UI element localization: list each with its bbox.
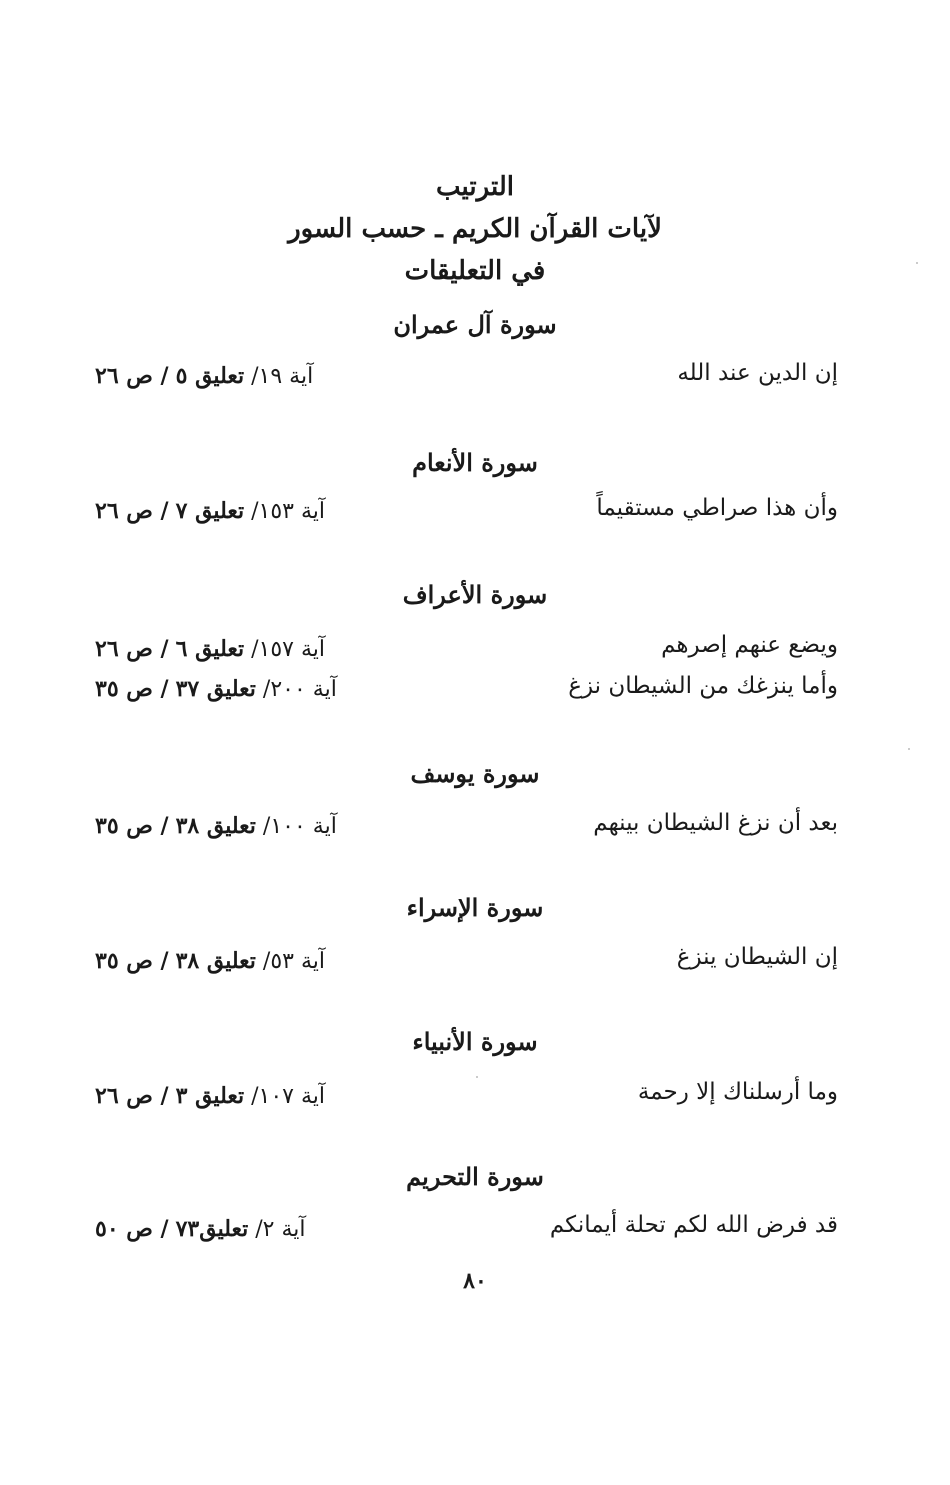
- page-subtitle-2: في التعليقات: [404, 256, 546, 286]
- scan-speck: [916, 262, 918, 264]
- verse-reference: [95, 676, 395, 702]
- verse-text: قد فرض الله لكم تحلة أيمانكم: [549, 1212, 838, 1238]
- ayah-number: آية ٥٣/: [262, 949, 325, 974]
- verse-reference: [95, 813, 395, 839]
- verse-reference: [95, 1216, 395, 1242]
- verse-text: إن الدين عند الله: [677, 360, 838, 386]
- note-number: تعليق ٣٧: [175, 676, 256, 702]
- scan-speck: [908, 748, 910, 750]
- page-reference: / ص ٣٥: [95, 813, 169, 839]
- verse-text: ويضع عنهم إصرهم: [661, 632, 838, 658]
- verse-reference: [95, 636, 395, 662]
- verse-reference: [95, 363, 395, 389]
- ayah-number: آية ٢/: [255, 1217, 306, 1242]
- verse-text: وما أرسلناك إلا رحمة: [637, 1079, 838, 1105]
- note-number: تعليق ٣: [175, 1083, 245, 1109]
- surah-heading: سورة آل عمران: [393, 310, 557, 339]
- page-title: الترتيب: [436, 172, 514, 202]
- ayah-number: آية ١٥٧/: [251, 637, 325, 662]
- verse-text: وأن هذا صراطي مستقيماً: [596, 495, 838, 521]
- page-number: ٨٠: [463, 1268, 487, 1294]
- surah-heading: سورة الأنبياء: [412, 1027, 538, 1056]
- verse-text: وأما ينزغك من الشيطان نزغ: [568, 673, 838, 699]
- page-reference: / ص ٣٥: [95, 948, 169, 974]
- note-number: تعليق ٣٨: [175, 813, 256, 839]
- verse-text: إن الشيطان ينزغ: [676, 944, 838, 970]
- note-number: تعليق٧٣: [175, 1216, 249, 1242]
- ayah-number: آية ٢٠٠/: [262, 677, 337, 702]
- page-reference: / ص ٢٦: [95, 1083, 169, 1109]
- scan-speck: [476, 1076, 478, 1078]
- ayah-number: آية ١٥٣/: [251, 499, 325, 524]
- verse-reference: [95, 498, 395, 524]
- surah-heading: سورة الإسراء: [406, 893, 544, 922]
- note-number: تعليق ٦: [175, 636, 245, 662]
- surah-heading: سورة يوسف: [410, 759, 540, 788]
- note-number: تعليق ٣٨: [175, 948, 256, 974]
- page-reference: / ص ٢٦: [95, 363, 169, 389]
- page-reference: / ص ٥٠: [95, 1216, 169, 1242]
- note-number: تعليق ٥: [175, 363, 245, 389]
- verse-reference: [95, 948, 395, 974]
- verse-reference: [95, 1083, 395, 1109]
- note-number: تعليق ٧: [175, 498, 245, 524]
- page-reference: / ص ٢٦: [95, 498, 169, 524]
- page-reference: / ص ٣٥: [95, 676, 169, 702]
- ayah-number: آية ١٠٧/: [251, 1084, 325, 1109]
- verse-text: بعد أن نزغ الشيطان بينهم: [593, 810, 838, 836]
- ayah-number: آية ١٩/: [251, 364, 314, 389]
- page-subtitle: لآيات القرآن الكريم ـ حسب السور: [288, 214, 662, 244]
- page-reference: / ص ٢٦: [95, 636, 169, 662]
- surah-heading: سورة التحريم: [406, 1162, 544, 1191]
- ayah-number: آية ١٠٠/: [262, 814, 337, 839]
- surah-heading: سورة الأعراف: [402, 580, 548, 609]
- surah-heading: سورة الأنعام: [412, 448, 538, 477]
